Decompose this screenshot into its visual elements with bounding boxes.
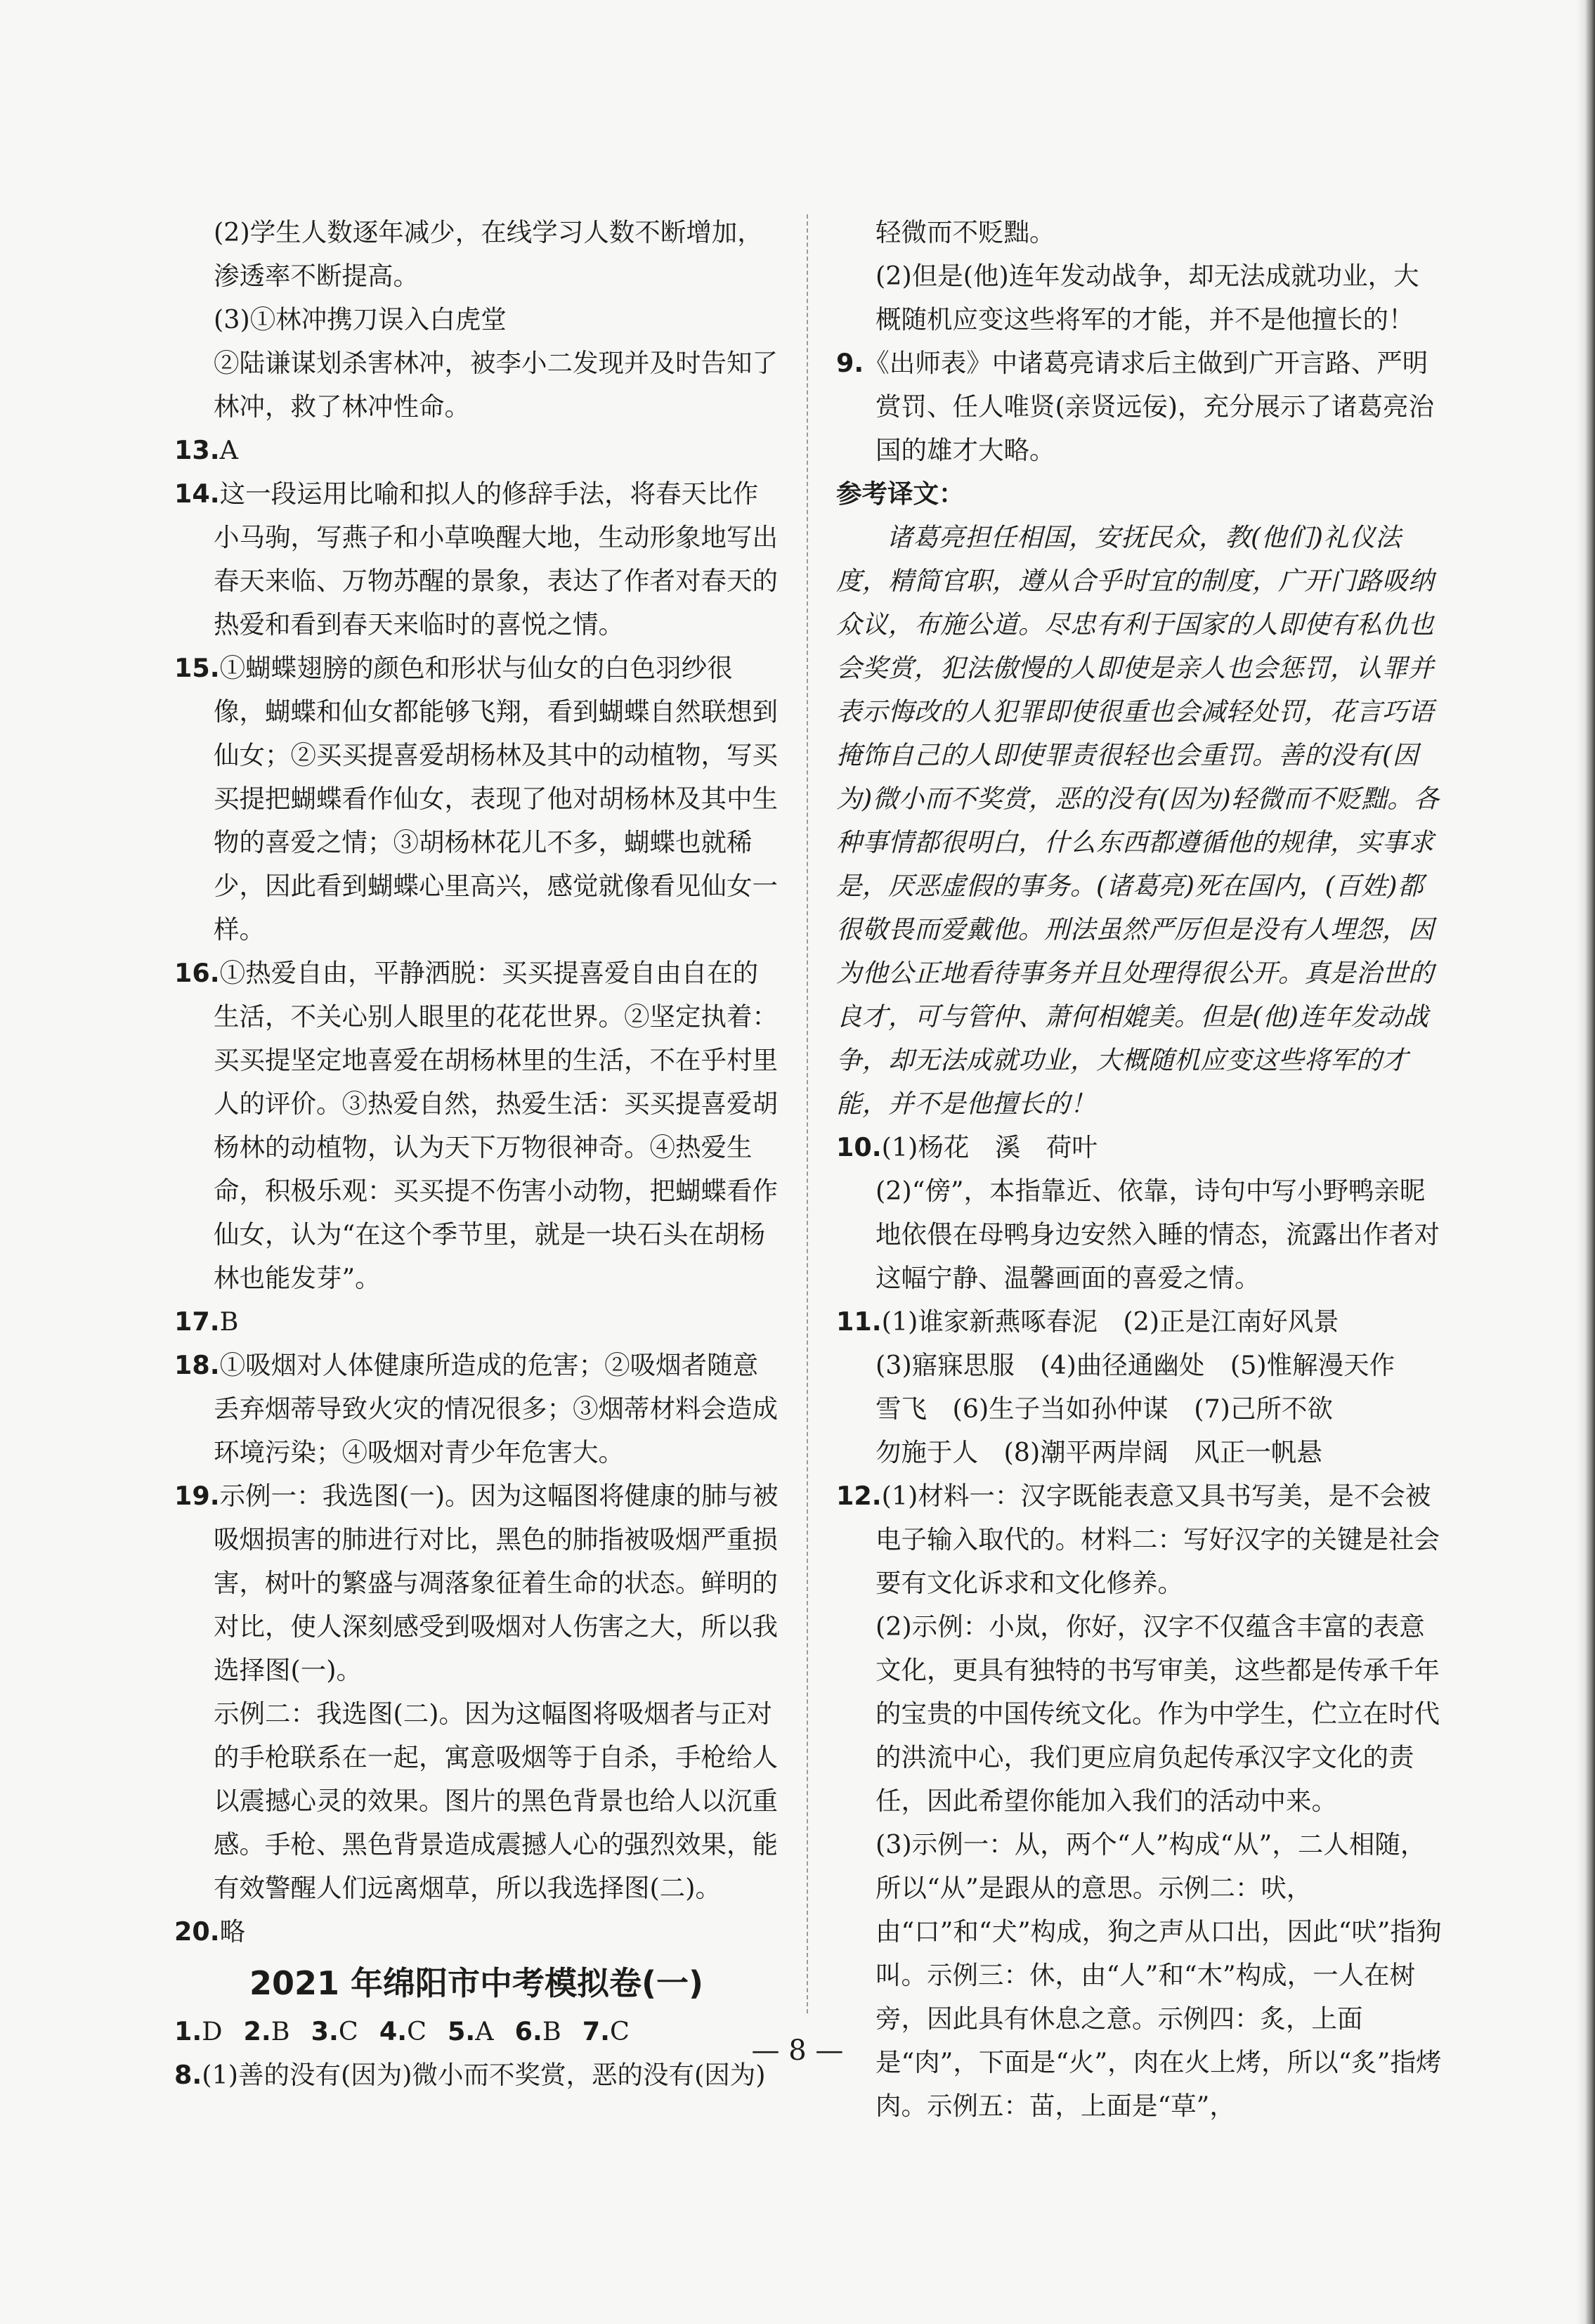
answer-16-text: ①热爱自由，平静洒脱：买买提喜爱自由自在的生活，不关心别人眼里的花花世界。②坚定执着：买买提坚定地喜爱在胡杨林里的生活，不在乎村里人的评价。③热爱自然，热爱生活：买买提喜爱胡杨林的动植物，认为天下万物很神奇。④热爱生命，积极乐观：买买提不伤害小动物，把蝴蝶看作仙女，认为“在这个季节里，就是一块石头在胡杨林也能发芽”。 bbox=[214, 958, 778, 1293]
answer-18-number: 18. bbox=[174, 1350, 220, 1380]
answer-17-number: 17. bbox=[174, 1306, 220, 1337]
answer-10 bbox=[836, 1126, 1442, 1169]
q12-part2: (2)学生人数逐年减少，在线学习人数不断增加，渗透率不断提高。 bbox=[214, 217, 763, 291]
scan-edge-shadow bbox=[1577, 0, 1595, 2324]
mc-answer: 6.B bbox=[514, 2016, 561, 2046]
answer-15-number: 15. bbox=[174, 653, 220, 683]
answer-11-line-1: (1)谁家新燕啄春泥 (2)正是江南好风景 bbox=[881, 1306, 1339, 1337]
left-column bbox=[174, 211, 779, 2097]
answer-18-text: ①吸烟对人体健康所造成的危害；②吸烟者随意丢弃烟蒂导致火灾的情况很多；③烟蒂材料会造成环境污染；④吸烟对青少年危害大。 bbox=[214, 1350, 778, 1467]
answer-12-part3: (3)示例一：从，两个“人”构成“从”，二人相随，所以“从”是跟从的意思。示例二：吠，由“口”和“犬”构成，狗之声从口出，因此“吠”指狗叫。示例三：休，由“人”和“木”构成，一人在树旁，因此具有休息之意。示例四：炙，上面是“肉”，下面是“火”，肉在火上烤，所以“炙”指烤肉。示例五：苗，上面是“草”， bbox=[875, 1829, 1442, 2121]
answer-19-example-2: 示例二：我选图(二)。因为这幅图将吸烟者与正对的手枪联系在一起，寓意吸烟等于自杀，手枪给人以震撼心灵的效果。图片的黑色背景也给人以沉重感。手枪、黑色背景造成震撼人心的强烈效果，能有效警醒人们远离烟草，所以我选择图(二)。 bbox=[214, 1699, 778, 1903]
answer-8-text: (1)善的没有(因为)微小而不奖赏，恶的没有(因为) bbox=[202, 2060, 766, 2090]
answer-11 bbox=[836, 1300, 1442, 1344]
answer-9-text: 《出师表》中诸葛亮请求后主做到广开言路、严明赏罚、任人唯贤(亲贤远佞)，充分展示了诸葛亮治国的雄才大略。 bbox=[864, 348, 1434, 465]
answer-15-text: ①蝴蝶翅膀的颜色和形状与仙女的白色羽纱很像，蝴蝶和仙女都能够飞翔，看到蝴蝶自然联想到仙女；②买买提喜爱胡杨林及其中的动植物，写买买提把蝴蝶看作仙女，表现了他对胡杨林及其中生物的喜爱之情；③胡杨林花儿不多，蝴蝶也就稀少，因此看到蝴蝶心里高兴，感觉就像看见仙女一样。 bbox=[214, 653, 778, 944]
page-number: — 8 — bbox=[751, 2034, 844, 2067]
answer-9-number: 9. bbox=[836, 348, 864, 378]
section-heading: 2021 年绵阳市中考模拟卷(一) bbox=[249, 1964, 704, 2002]
answer-19-number: 19. bbox=[174, 1481, 220, 1511]
answer-10-part2: (2)“傍”，本指靠近、依靠，诗句中写小野鸭亲昵地依偎在母鸭身边安然入睡的情态，流露出作者对这幅宁静、温馨画面的喜爱之情。 bbox=[875, 1176, 1440, 1293]
answer-19-text: 示例一：我选图(一)。因为这幅图将健康的肺与被吸烟损害的肺进行对比，黑色的肺指被吸烟严重损害，树叶的繁盛与凋落象征着生命的状态。鲜明的对比，使人深刻感受到吸烟对人伤害之大，所以我选择图(一)。 bbox=[214, 1481, 779, 1685]
answer-20 bbox=[174, 1910, 779, 1954]
answer-12 bbox=[836, 1474, 1442, 1605]
answer-11-line-2: (3)寤寐思服 (4)曲径通幽处 (5)惟解漫天作 bbox=[875, 1350, 1395, 1380]
answer-10-number: 10. bbox=[836, 1132, 882, 1162]
answer-13-number: 13. bbox=[174, 435, 220, 465]
answer-19 bbox=[174, 1474, 779, 1692]
answer-10-text: (1)杨花 溪 荷叶 bbox=[881, 1132, 1098, 1162]
answer-15 bbox=[174, 647, 779, 952]
answer-8-continued: 轻微而不贬黜。 bbox=[875, 217, 1055, 247]
answer-16-number: 16. bbox=[174, 958, 220, 988]
mc-answer: 5.A bbox=[448, 2016, 494, 2046]
answer-17-text: B bbox=[219, 1306, 239, 1337]
answer-17 bbox=[174, 1300, 779, 1344]
answer-12-number: 12. bbox=[836, 1481, 882, 1511]
answer-20-text: 略 bbox=[219, 1916, 246, 1947]
mc-answer: 1.D bbox=[174, 2016, 223, 2046]
answer-16 bbox=[174, 952, 779, 1300]
mc-answer: 7.C bbox=[582, 2016, 630, 2046]
mc-answer: 2.B bbox=[243, 2016, 290, 2046]
column-divider bbox=[807, 214, 808, 2013]
answer-11-line-4: 勿施于人 (8)潮平两岸阔 风正一帆悬 bbox=[875, 1437, 1322, 1467]
q12-part3b: ②陆谦谋划杀害林冲，被李小二发现并及时告知了林冲，救了林冲性命。 bbox=[214, 348, 778, 422]
answer-14-text: 这一段运用比喻和拟人的修辞手法，将春天比作小马驹，写燕子和小草唤醒大地，生动形象地写出春天来临、万物苏醒的景象，表达了作者对春天的热爱和看到春天来临时的喜悦之情。 bbox=[214, 479, 778, 640]
mc-answer: 3.C bbox=[311, 2016, 358, 2046]
answer-11-line-3: 雪飞 (6)生子当如孙仲谋 (7)己所不欲 bbox=[875, 1394, 1333, 1424]
reference-translation: 诸葛亮担任相国，安抚民众，教(他们)礼仪法度，精简官职，遵从合乎时宜的制度，广开门路吸纳众议，布施公道。尽忠有利于国家的人即使有私仇也会奖赏，犯法傲慢的人即使是亲人也会惩罚，认罪并表示悔改的人犯罪即使很重也会减轻处罚，花言巧语掩饰自己的人即使罪责很轻也会重罚。善的没有(因为)微小而不奖赏，恶的没有(因为)轻微而不贬黜。各种事情都很明白，什么东西都遵循他的规律，实事求是，厌恶虚假的事务。(诸葛亮)死在国内，(百姓)都很敬畏而爱戴他。刑法虽然严厉但是没有人埋怨，因为他公正地看待事务并且处理得很公开。真是治世的良才，可与管仲、萧何相媲美。但是(他)连年发动战争，却无法成就功业，大概随机应变这些将军的才能，并不是他擅长的！ bbox=[836, 522, 1440, 1119]
answer-12-text: (1)材料一：汉字既能表意又具书写美，是不会被电子输入取代的。材料二：写好汉字的关键是社会要有文化诉求和文化修养。 bbox=[875, 1481, 1440, 1598]
answer-8-number: 8. bbox=[174, 2060, 202, 2090]
answer-11-number: 11. bbox=[836, 1306, 882, 1337]
answer-12-part2: (2)示例：小岚，你好，汉字不仅蕴含丰富的表意文化，更具有独特的书写审美，这些都是传承千年的宝贵的中国传统文化。作为中学生，伫立在时代的洪流中心，我们更应肩负起传承汉字文化的责任，因此希望你能加入我们的活动中来。 bbox=[875, 1611, 1440, 1816]
answer-14 bbox=[174, 472, 779, 647]
answer-8-part2: (2)但是(他)连年发动战争，却无法成就功业，大概随机应变这些将军的才能，并不是他擅长的！ bbox=[875, 261, 1419, 335]
mc-answer: 4.C bbox=[379, 2016, 427, 2046]
answer-13 bbox=[174, 429, 779, 472]
reference-translation-title: 参考译文： bbox=[836, 479, 965, 509]
answer-14-number: 14. bbox=[174, 479, 220, 509]
q12-part3a: (3)①林冲携刀误入白虎堂 bbox=[214, 304, 507, 335]
answer-20-number: 20. bbox=[174, 1916, 220, 1947]
answer-13-text: A bbox=[219, 435, 239, 465]
right-column bbox=[836, 211, 1442, 2128]
answer-9 bbox=[836, 342, 1442, 472]
answer-18 bbox=[174, 1344, 779, 1474]
